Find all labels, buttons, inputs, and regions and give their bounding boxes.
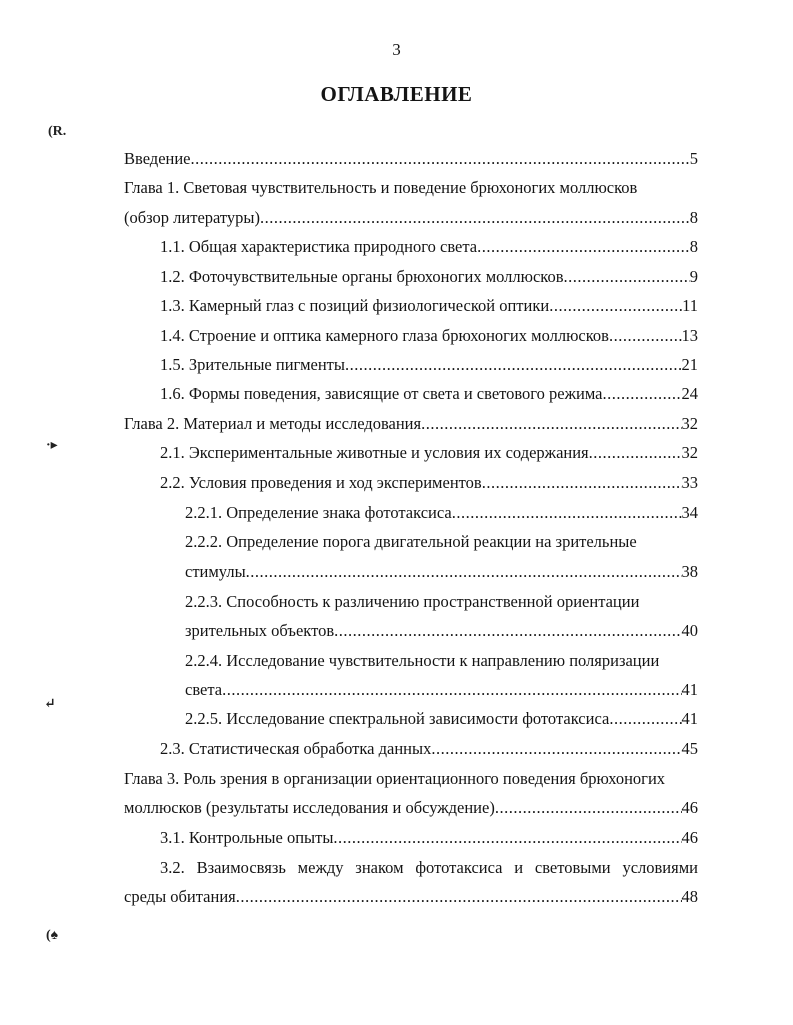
toc-entry-2-1[interactable] [160,439,698,467]
toc-entry-1-5[interactable] [160,351,698,379]
toc-entry-3-2-line1[interactable] [160,854,698,882]
toc-entry-text: зрительных объектов [185,621,335,640]
toc-entry-chapter-2[interactable] [124,410,698,438]
toc-leader-dots [246,558,682,586]
toc-entry-chapter-3-line2[interactable] [124,794,698,822]
toc-entry-text: среды обитания [124,887,236,906]
toc-leader-dots [191,145,690,173]
toc-entry-1-2[interactable] [160,263,698,291]
margin-mark: ↵ [44,697,56,712]
toc-entry-text: 2.2.5. Исследование спектральной зависимости фототаксиса [185,709,610,728]
toc-entry-text: 3.2. Взаимосвязь между знаком фототаксиса и световыми условиями [160,858,698,877]
toc-entry-text: 1.3. Камерный глаз с позиций физиологической оптики [160,296,550,315]
toc-leader-dots [431,735,681,763]
toc-entry-page: 41 [681,680,698,699]
toc-entry-2-2-3-line1[interactable] [185,588,698,616]
toc-entry-page: 8 [689,237,698,256]
toc-leader-dots [334,617,681,645]
toc-leader-dots [477,233,690,261]
toc-entry-page: 45 [681,739,698,758]
toc-entry-page: 13 [681,326,698,345]
toc-entry-text: 1.2. Фоточувствительные органы брюхоногих моллюсков [160,267,564,286]
toc-leader-dots [603,380,682,408]
toc-leader-dots [589,439,682,467]
toc-entry-text: стимулы [185,562,246,581]
toc-entry-text: Введение [124,149,191,168]
toc-entry-chapter-3-line1[interactable] [124,765,698,793]
toc-entry-page: 21 [681,355,698,374]
toc-entry-2-2-4-line1[interactable] [185,647,698,675]
toc-leader-dots [222,676,681,704]
toc-entry-text: 2.2.4. Исследование чувствительности к направлению поляризации [185,651,660,670]
toc-leader-dots [549,292,682,320]
toc-entry-text: 2.2.2. Определение порога двигательной реакции на зрительные [185,532,637,551]
margin-mark: (R. [48,124,67,139]
toc-entry-2-2-2-line1[interactable] [185,528,698,556]
toc-entry-2-2-3-line2[interactable] [185,617,698,645]
toc-entry-2-2-5[interactable] [185,705,698,733]
toc-leader-dots [333,824,681,852]
toc-leader-dots [236,883,682,911]
toc-entry-text: 2.2.1. Определение знака фототаксиса [185,503,452,522]
toc-entry-text: 3.1. Контрольные опыты [160,828,334,847]
toc-leader-dots [421,410,681,438]
toc-entry-text: Глава 2. Материал и методы исследования [124,414,422,433]
toc-leader-dots [495,794,682,822]
toc-entry-intro[interactable] [124,145,698,173]
toc-entry-text: света [185,680,223,699]
toc-entry-text: Глава 1. Световая чувствительность и поведение брюхоногих моллюсков [124,178,638,197]
toc-leader-dots [482,469,682,497]
page-number: 3 [392,40,401,59]
toc-leader-dots [609,705,681,733]
margin-mark: (♠ [46,928,59,943]
toc-entry-page: 40 [681,621,698,640]
margin-mark: ·▸ [46,438,58,453]
toc-entry-2-2-2-line2[interactable] [185,558,698,586]
toc-entry-text: 1.4. Строение и оптика камерного глаза брюхоногих моллюсков [160,326,609,345]
toc-entry-1-6[interactable] [160,380,698,408]
toc-entry-page: 32 [681,443,698,462]
toc-entry-3-2-line2[interactable] [124,883,698,911]
toc-entry-page: 32 [681,414,698,433]
toc-entry-text: 2.2.3. Способность к различению пространственной ориентации [185,592,640,611]
page-title: ОГЛАВЛЕНИЕ [320,82,473,106]
toc-entry-text: 1.6. Формы поведения, зависящие от света и светового режима [160,384,603,403]
toc-leader-dots [260,204,690,232]
toc-leader-dots [564,263,690,291]
toc-entry-2-2-1[interactable] [185,499,698,527]
toc-entry-1-3[interactable] [160,292,698,320]
toc-entry-page: 34 [681,503,698,522]
toc-entry-text: 2.3. Статистическая обработка данных [160,739,432,758]
toc-entry-3-1[interactable] [160,824,698,852]
toc-entry-text: 2.2. Условия проведения и ход экспериментов [160,473,482,492]
toc-entry-chapter-1-line1[interactable] [124,174,698,202]
toc-leader-dots [609,322,682,350]
toc-entry-text: 1.5. Зрительные пигменты [160,355,345,374]
toc-entry-text: 2.1. Экспериментальные животные и условия их содержания [160,443,589,462]
toc-entry-2-2-4-line2[interactable] [185,676,698,704]
toc-entry-page: 33 [681,473,698,492]
toc-entry-1-1[interactable] [160,233,698,261]
toc-entry-page: 48 [681,887,698,906]
toc-entry-page: 5 [689,149,698,168]
toc-entry-2-2[interactable] [160,469,698,497]
toc-entry-2-3[interactable] [160,735,698,763]
toc-entry-1-4[interactable] [160,322,698,350]
toc-entry-page: 46 [681,828,698,847]
toc-entry-page: 46 [681,798,698,817]
toc-entry-text: 1.1. Общая характеристика природного света [160,237,478,256]
toc-entry-text: Глава 3. Роль зрения в организации ориентационного поведения брюхоногих [124,769,666,788]
toc-leader-dots [345,351,682,379]
toc-entry-text: моллюсков (результаты исследования и обсуждение) [124,798,495,817]
toc-entry-page: 9 [689,267,698,286]
toc-entry-page: 8 [689,208,698,227]
toc-leader-dots [452,499,682,527]
toc-entry-page: 38 [681,562,698,581]
toc-entry-page: 11 [682,296,698,315]
toc-entry-chapter-1-line2[interactable] [124,204,698,232]
toc-entry-page: 41 [681,709,698,728]
toc-entry-page: 24 [681,384,698,403]
toc-entry-text: (обзор литературы) [124,208,261,227]
